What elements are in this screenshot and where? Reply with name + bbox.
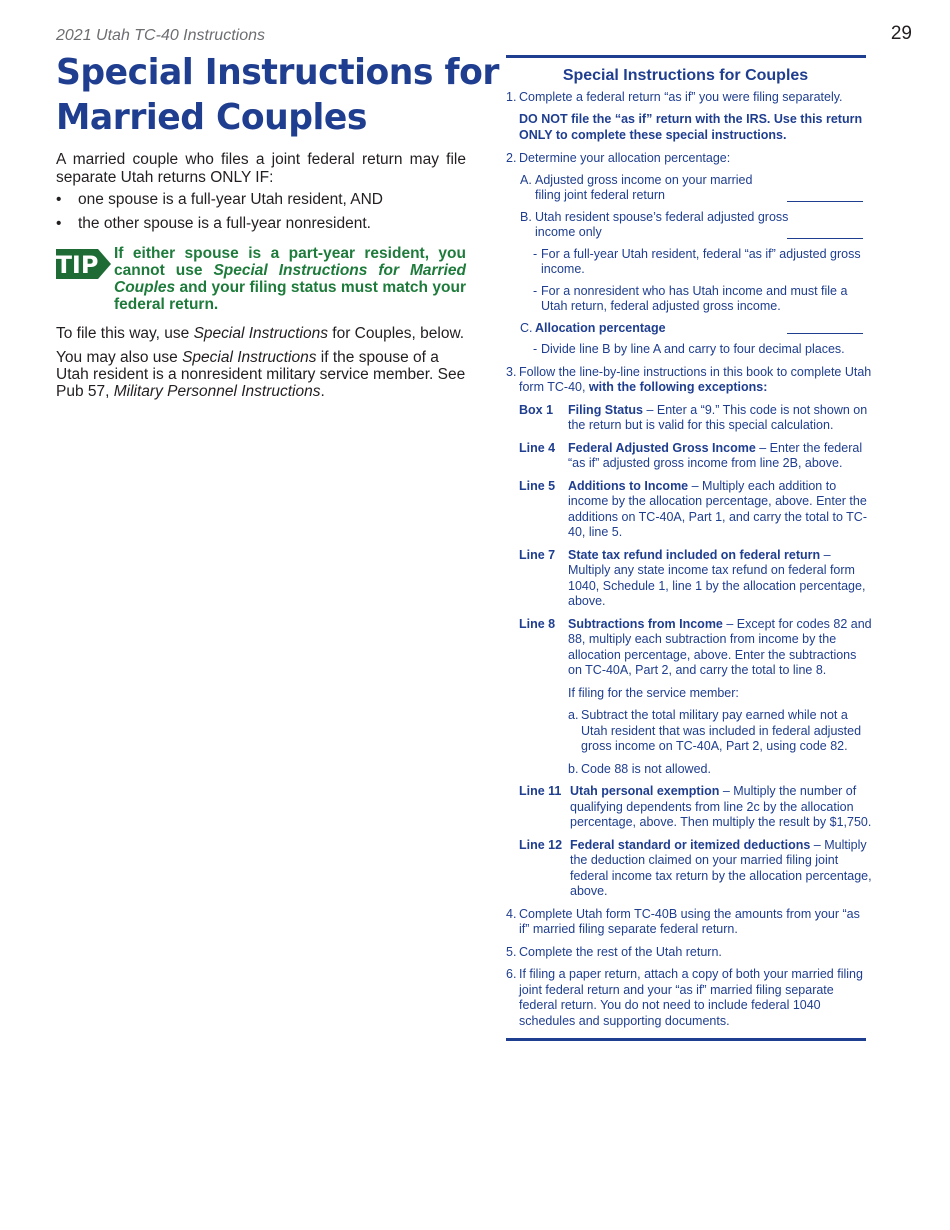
title-line-2: Married Couples	[56, 97, 367, 138]
step-6: 6. If filing a paper return, attach a copy of both your married filing joint federal return and your “as if” married filing separate federal return. You do not need to include federal 1040 schedules and supporting documents.	[506, 967, 863, 1028]
line-c-note: - Divide line B by line A and carry to four decimal places.	[533, 342, 845, 356]
box-title: Special Instructions for Couples	[562, 67, 809, 84]
exception-box-1: Box 1 Filing Status – Enter a “9.” This code is not shown on the return but is valid for this special calculation.	[519, 402, 868, 432]
line-8-service-member: If filing for the service member:	[568, 685, 739, 700]
exception-line-5: Line 5 Additions to Income – Multiply each addition to income by the allocation percentage, above. Enter the additions on TC-40A, Part 1, and carry the total to TC-40, line 5.	[519, 478, 867, 539]
left-column	[56, 50, 499, 407]
tip-box	[56, 245, 466, 313]
exception-line-4: Line 4 Federal Adjusted Gross Income – Enter the federal “as if” adjusted gross income from line 2B, above.	[519, 440, 863, 470]
couples-instructions-box	[506, 55, 873, 1041]
step-5: 5. Complete the rest of the Utah return.	[506, 944, 722, 959]
line-8-item-b: b. Code 88 is not allowed.	[568, 761, 711, 776]
exception-line-12: Line 12 Federal standard or itemized deductions – Multiply the deduction claimed on your married filing joint federal income tax return by the allocation percentage, above.	[519, 837, 872, 898]
file-way-paragraph: To file this way, use Special Instructions for Couples, below.	[56, 325, 465, 342]
list-item: • the other spouse is a full-year nonresident.	[56, 215, 466, 233]
bottom-rule	[506, 1038, 866, 1041]
step-1: 1. Complete a federal return “as if” you were filing separately.	[506, 89, 843, 104]
line-b-note-1: - For a full-year Utah resident, federal “as if” adjusted gross income.	[533, 246, 861, 276]
tip-icon	[56, 247, 114, 313]
line-b-blank	[787, 238, 863, 239]
line-8-item-a: a. Subtract the total military pay earned while not a Utah resident that was included in federal adjusted gross income on TC-40A, Part 2, using code 82.	[568, 708, 862, 753]
list-item: • one spouse is a full-year Utah resident, AND	[56, 191, 466, 209]
military-paragraph: You may also use Special Instructions if the spouse of a Utah resident is a nonresident military service member. See Pub 57, Military Personnel Instructions.	[56, 349, 466, 400]
line-b-note-2: - For a nonresident who has Utah income and must file a Utah return, federal adjusted gross income.	[533, 283, 848, 313]
line-a: A. Adjusted gross income on your married filing joint federal return	[520, 173, 873, 204]
page-number: 29	[890, 23, 912, 44]
title-line-1: Special Instructions for	[56, 52, 499, 93]
step-3: 3. Follow the line-by-line instructions in this book to complete Utah form TC-40, with the following exceptions: Box 1 Filing Status – Enter a “9.” This code is not shown on the return but is valid for this special calculation. Line 4 Federal Adjusted Gross Income – Enter the federal “as if” adjusted gross income from line 2B, above. Line 5 Additions to Income – Multiply each addition to income by the allocation percentage, above. Enter the additions on TC-40A, Part 1, and carry the total to TC-40, line 5. Line 7 State tax refund included on federal return – Multiply any state income tax refund on federal form 1040, Schedule 1, line 1 by the allocation percentage, above. Line 8 Subtractions from Income – Except for codes 82 and 88, multiply each subtraction from income by the allocation percentage, above. Enter the subtractions on TC-40A, Part 2, and carry the total to line 8. If filing for the service member: a. Subtract the total military pay earned while not a Utah resident that was included in federal adjusted gross income on TC-40A, Part 2, using code 82. b. Code 88 is not allowed. Line 11 Utah personal exemption – Multiply the number of qualifying dependents from line 2c by the allocation percentage, above. Then multiply the result by $1,750. Line 12 Federal standard or itemized deductions – Multiply the deduction claimed on your married filing joint federal income tax return by the allocation percentage, above.	[506, 364, 872, 898]
intro-paragraph: A married couple who files a joint federal return may file separate Utah returns ONLY IF:	[56, 151, 466, 186]
svg-text:TIP: TIP	[56, 251, 99, 279]
line-a-blank	[787, 201, 863, 202]
line-b: B. Utah resident spouse’s federal adjusted gross income only	[520, 210, 873, 241]
tip-text: If either spouse is a part-year resident, you cannot use Special Instructions for Married Couples and your filing status must match your federal return.	[114, 245, 466, 313]
exception-line-8: Line 8 Subtractions from Income – Except for codes 82 and 88, multiply each subtraction from income by the allocation percentage, above. Enter the subtractions on TC-40A, Part 2, and carry the total to line 8.	[519, 616, 872, 677]
header-title: 2021 Utah TC-40 Instructions	[56, 27, 265, 44]
exception-line-11: Line 11 Utah personal exemption – Multiply the number of qualifying dependents from line 2c by the allocation percentage, above. Then multiply the result by $1,750.	[519, 784, 872, 829]
page-title	[56, 50, 499, 140]
step-2: 2. Determine your allocation percentage: A. Adjusted gross income on your married filing joint federal return B. Utah resident spouse’s federal adjusted gross income only - For a full-year Utah resident, federal “as if” adjusted gross income. - For a nonresident who has Utah income and must file a Utah return, federal adjusted gross income. C. Allocation percentage - Divide line B by line A and carry to four decimal places.	[506, 151, 873, 358]
top-rule	[506, 55, 866, 58]
step-1-warning: DO NOT file the “as if” return with the IRS. Use this return ONLY to complete these special instructions.	[519, 112, 863, 142]
exception-line-7: Line 7 State tax refund included on federal return – Multiply any state income tax refund on federal form 1040, Schedule 1, line 1 by the allocation percentage, above.	[519, 547, 866, 608]
step-4: 4. Complete Utah form TC-40B using the amounts from your “as if” married filing separate federal return.	[506, 906, 860, 936]
line-c-blank	[787, 333, 863, 334]
line-c: C. Allocation percentage	[520, 321, 873, 337]
condition-list	[56, 191, 466, 233]
